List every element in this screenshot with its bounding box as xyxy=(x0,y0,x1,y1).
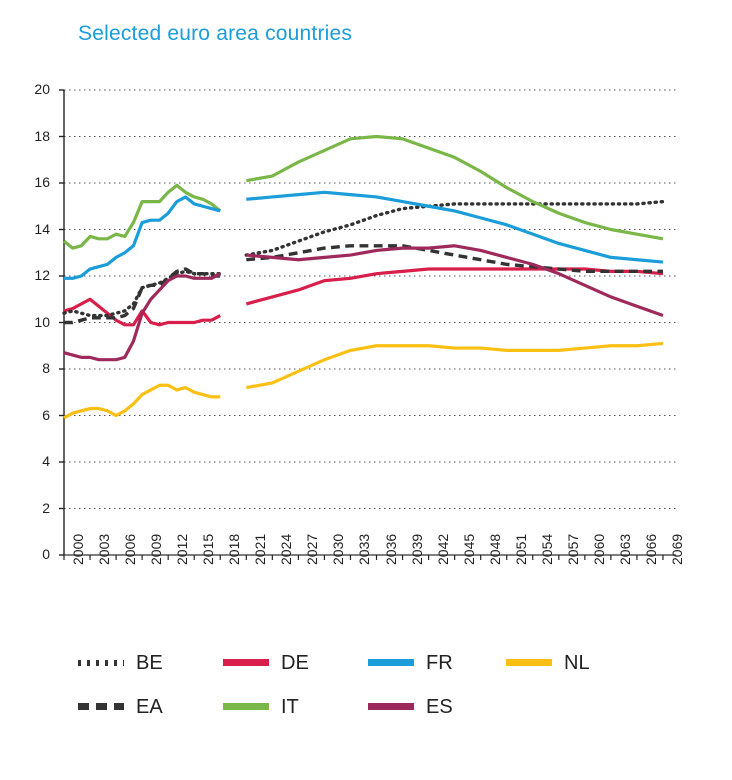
y-tick-label: 10 xyxy=(34,313,50,330)
y-tick-label: 20 xyxy=(34,81,50,97)
legend-swatch-icon xyxy=(78,703,124,710)
x-tick-label: 2042 xyxy=(434,533,451,565)
legend-swatch-icon xyxy=(368,703,414,710)
x-tick-label: 2039 xyxy=(408,533,425,565)
x-tick-label: 2054 xyxy=(538,533,555,565)
legend-label: DE xyxy=(281,652,309,674)
legend-swatch-icon xyxy=(223,703,269,710)
legend-label: EA xyxy=(136,696,163,718)
legend-label: ES xyxy=(426,696,453,718)
x-tick-label: 2036 xyxy=(382,533,399,565)
legend-swatch-icon xyxy=(368,659,414,666)
x-tick-label: 2009 xyxy=(148,533,165,565)
x-tick-label: 2015 xyxy=(200,533,217,565)
y-tick-label: 14 xyxy=(34,220,50,237)
legend-label: NL xyxy=(564,652,590,674)
series-lines xyxy=(64,137,663,418)
series-line xyxy=(246,269,663,304)
series-line xyxy=(246,343,663,387)
x-tick-label: 2012 xyxy=(174,533,191,565)
x-tick-label: 2033 xyxy=(356,533,373,565)
x-tick-label: 2051 xyxy=(512,533,529,565)
y-tick-label: 8 xyxy=(42,360,50,376)
x-tick-label: 2003 xyxy=(96,533,113,565)
x-tick-label: 2063 xyxy=(616,533,633,565)
x-tick-label: 2018 xyxy=(226,533,243,565)
y-tick-label: 16 xyxy=(34,174,50,190)
x-tick-label: 2021 xyxy=(252,533,269,565)
series-line xyxy=(64,185,220,248)
legend-swatch-icon xyxy=(223,659,269,666)
chart-title: Selected euro area countries xyxy=(78,22,353,45)
x-tick-label: 2048 xyxy=(486,533,503,565)
axes xyxy=(59,90,663,560)
plot-area xyxy=(34,81,685,565)
x-tick-label: 2069 xyxy=(668,533,685,565)
x-tick-label: 2006 xyxy=(122,533,139,565)
chart-svg xyxy=(64,90,676,555)
y-tick-label: 12 xyxy=(34,267,50,283)
x-tick-label: 2060 xyxy=(590,533,607,565)
chart-legend xyxy=(78,650,658,740)
legend-label: FR xyxy=(426,652,453,674)
x-tick-label: 2057 xyxy=(564,533,581,565)
y-tick-label: 6 xyxy=(42,406,50,423)
legend-swatch-icon xyxy=(78,660,124,666)
x-tick-label: 2024 xyxy=(278,533,295,565)
y-tick-label: 2 xyxy=(42,499,50,516)
y-tick-label: 0 xyxy=(42,546,50,562)
y-tick-label: 18 xyxy=(34,127,50,144)
x-tick-label: 2030 xyxy=(330,533,347,565)
x-tick-label: 2066 xyxy=(642,533,659,565)
y-tick-label: 4 xyxy=(42,453,50,469)
legend-label: IT xyxy=(281,696,299,718)
legend-swatch-icon xyxy=(506,659,552,666)
x-tick-label: 2000 xyxy=(70,533,86,565)
x-tick-label: 2027 xyxy=(304,533,321,565)
legend-label: BE xyxy=(136,652,163,674)
series-line xyxy=(64,385,220,418)
x-tick-label: 2045 xyxy=(460,533,477,565)
series-line xyxy=(246,137,663,239)
